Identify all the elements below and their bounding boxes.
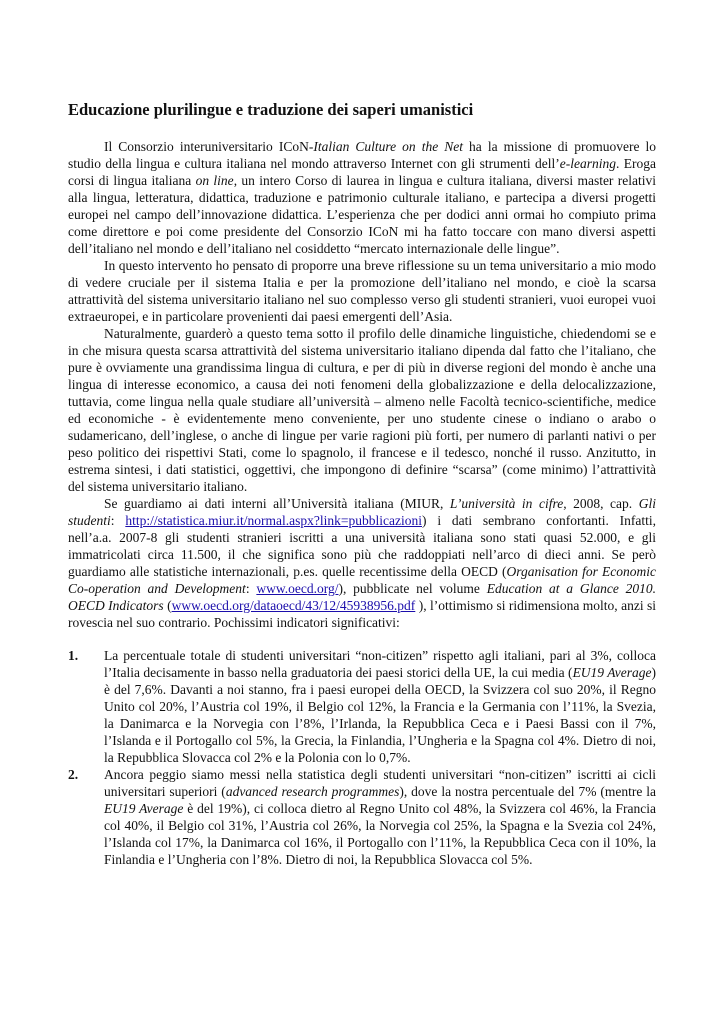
paragraph-4-text: , 2008, cap. xyxy=(563,496,639,511)
paragraph-1-text: . Eroga corsi di lingua italiana xyxy=(68,156,657,188)
paragraph-4-text: : xyxy=(245,581,257,596)
paragraph-4-text: : xyxy=(110,513,126,528)
paragraph-4 xyxy=(68,495,656,631)
italic-text: advanced research programmes xyxy=(225,784,400,799)
paragraph-4-text: ) i dati sembrano confortanti. Infatti, nell’a.a. 2007-8 gli studenti stranieri iscritti a una università italiana sono stati quasi 52.000, e gli immatricolati circa 11.500, il che significa sono più che raddoppiati nell’arco di dieci anni. Se però guardiamo alle statistiche internazionali, p.es. quelle recentissime della OECD ( xyxy=(68,513,656,579)
list-item-text: ) è del 7,6%. Davanti a noi stanno, fra i paesi europei della OECD, la Svizzera col suo 20%, il Regno Unito col 20%, l’Austria col 19%, il Belgio col 12%, la Francia e la Germania con l’11%, la Svezia, la Danimarca e la Norvegia con l’8%, l’Irlanda, la Repubblica Ceca e i Paesi Bassi con il 7%, l’Islanda e il Portogallo col 5%, la Grecia, la Finlandia, l’Ungheria e la Spagna col 4%. Dietro di noi, la Repubblica Slovacca col 2% e la Polonia con lo 0,7%. xyxy=(104,665,656,765)
paragraph-4-text: Se guardiamo ai dati interni all’Università italiana (MIUR, xyxy=(104,496,450,511)
paragraph-4-text: ), l’ottimismo si ridimensiona molto, anzi si rovescia nel suo contrario. Pochissimi indicatori significativi: xyxy=(68,598,656,630)
oecd-link[interactable]: www.oecd.org/ xyxy=(256,581,339,596)
list-item-text: è del 19%), ci colloca dietro al Regno Unito col 48%, la Svizzera col 46%, la Francia col 40%, il Belgio col 31%, l’Austria col 26%, la Norvegia col 25%, la Spagna e la Svezia col 24%, l’Islanda col 17%, la Danimarca col 16%, il Portogallo con l’11%, la Repubblica Ceca con il 10%, la Finlandia e l’Ungheria con l’8%. Dietro di noi, la Repubblica Slovacca col 5%. xyxy=(104,801,657,867)
list-item-text: La percentuale totale di studenti universitari “non-citizen” rispetto agli italiani, pari al 3%, colloca l’Italia decisamente in basso nella graduatoria dei paesi storici della UE, la cui media ( xyxy=(104,648,656,680)
document-page xyxy=(68,100,656,868)
miur-statistics-link[interactable]: http://statistica.miur.it/normal.aspx?link=pubblicazioni xyxy=(125,513,423,528)
italic-text: Education at a Glance 2010. OECD Indicators xyxy=(68,581,656,613)
document-title: Educazione plurilingue e traduzione dei saperi umanistici xyxy=(68,100,474,119)
paragraph-4-text: ( xyxy=(163,598,172,613)
italic-text: EU19 Average xyxy=(572,665,652,680)
italic-text: Gli studenti xyxy=(68,496,656,528)
italic-text: Italian Culture on the Net xyxy=(313,139,464,154)
list-item xyxy=(68,647,656,766)
italic-text: e-learning xyxy=(559,156,617,171)
indicators-list xyxy=(68,647,656,868)
paragraph-1-text: , un intero Corso di laurea in lingua e cultura italiana, diversi master relativi alla lingua, letteratura, didattica, traduzione e patrimonio culturale italiano, e partecipa a diversi progetti europei nel campo dell’innovazione didattica. L’esperienza che per dodici anni ormai ho compiuto prima come direttore e poi come presidente del Consorzio ICoN mi ha fatto toccare con mano diversi aspetti dell’italiano nel mondo e dell’italiano nel cosiddetto “mercato internazionale delle lingue”. xyxy=(68,173,657,256)
list-item xyxy=(68,766,656,868)
italic-text: EU19 Average xyxy=(104,801,184,816)
paragraph-2: In questo intervento ho pensato di proporre una breve riflessione su un tema universitario a mio modo di vedere cruciale per il sistema Italia e per la promozione dell’italiano nel mondo, e cioè la scarsa attrattività del sistema universitario italiano nel suo complesso verso gli studenti stranieri, vuoi europei vuoi extraeuropei, e in particolare provenienti dai paesi emergenti dell’Asia. xyxy=(68,258,656,324)
paragraph-1 xyxy=(68,138,656,257)
paragraph-4-text: ), pubblicate nel volume xyxy=(338,581,487,596)
list-item-text: ), dove la nostra percentuale del 7% (mentre la xyxy=(399,784,657,799)
list-item-text: Ancora peggio siamo messi nella statistica degli studenti universitari “non-citizen” iscritti ai cicli universitari superiori ( xyxy=(104,767,656,799)
list-item-number: 2. xyxy=(68,767,79,782)
italic-text: Organisation for Economic Co-operation and Development xyxy=(68,564,656,596)
oecd-pdf-link[interactable]: www.oecd.org/dataoecd/43/12/45938956.pdf xyxy=(171,598,416,613)
italic-text: on line xyxy=(195,173,234,188)
paragraph-1-text: Il Consorzio interuniversitario ICoN- xyxy=(104,139,314,154)
italic-text: L’università in cifre xyxy=(449,496,564,511)
list-item-number: 1. xyxy=(68,648,79,663)
paragraph-3: Naturalmente, guarderò a questo tema sotto il profilo delle dinamiche linguistiche, chiedendomi se e in che misura questa scarsa attrattività del sistema universitario italiano dipenda dal fatto che l’italiano, che pure è ovviamente una grandissima lingua di cultura, e per di più in diverse regioni del mondo è anche una lingua di interesse economico, a causa dei noti fenomeni della globalizzazione e della delocalizzazione, tuttavia, come lingua nella quale studiare all’università – almeno nelle Facoltà tecnico-scientifiche, medice ed economiche - è evidentemente meno conveniente, per uno studente cinese o indiano o arabo o sudamericano, dell’inglese, o anche di lingue per varie ragioni più forti, per numero di parlanti nativi o per peso politico dei rispettivi Stati, come lo spagnolo, il francese e il tedesco, nonché il russo. Anzitutto, in estrema sintesi, i dati statistici, oggettivi, che impongono di definire “scarsa” (come minimo) l’attrattività del sistema universitario italiano. xyxy=(68,326,656,494)
paragraph-1-text: ha la missione di promuovere lo studio della lingua e cultura italiana nel mondo attraverso Internet con gli strumenti dell’ xyxy=(68,139,656,171)
